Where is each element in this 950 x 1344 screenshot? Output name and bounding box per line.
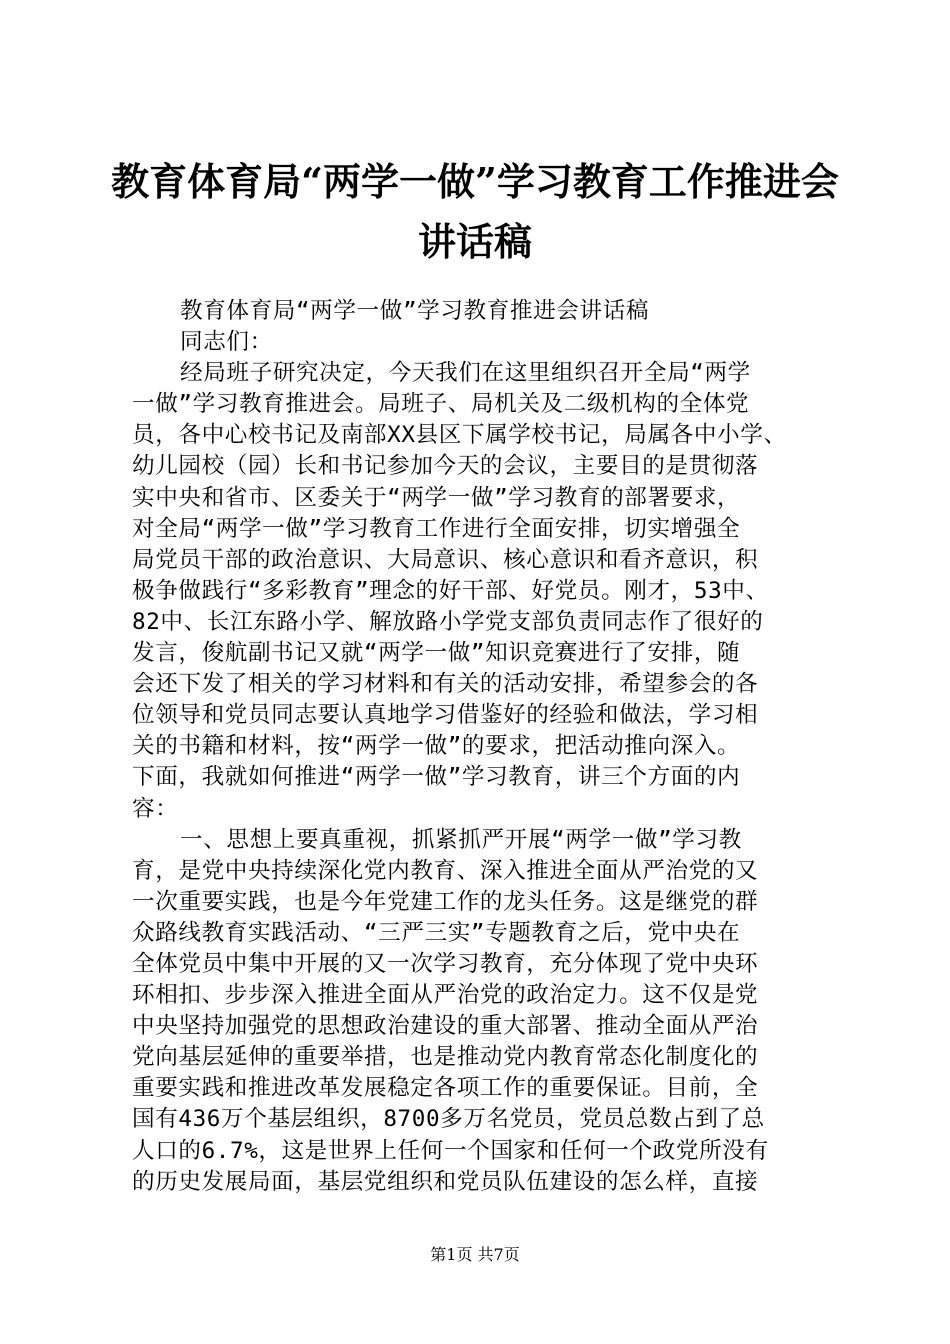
body-line: 国有436万个基层组织，8700多万名党员，党员总数占到了总 bbox=[132, 1106, 765, 1133]
body-line: 会还下发了相关的学习材料和有关的活动安排，希望参会的各 bbox=[132, 671, 759, 698]
body-line: 全体党员中集中开展的又一次学习教育，充分体现了党中央环 bbox=[132, 950, 759, 977]
body-line: 教育体育局“两学一做”学习教育推进会讲话稿 bbox=[180, 298, 650, 324]
body-line: 局党员干部的政治意识、大局意识、核心意识和看齐意识，积 bbox=[132, 546, 759, 573]
body-line: 众路线教育实践活动、“三严三实”专题教育之后，党中央在 bbox=[132, 919, 741, 946]
body-line: 中央坚持加强党的思想政治建设的重大部署、推动全面从严治 bbox=[132, 1013, 759, 1040]
document-title-line-1: 教育体育局“两学一做”学习教育工作推进会 bbox=[111, 159, 839, 204]
body-line: 幼儿园校（园）长和书记参加今天的会议，主要目的是贯彻落 bbox=[132, 453, 759, 480]
body-line: 一次重要实践，也是今年党建工作的龙头任务。这是继党的群 bbox=[132, 888, 759, 915]
body-line: 的历史发展局面，基层党组织和党员队伍建设的怎么样，直接 bbox=[132, 1168, 759, 1195]
body-line: 发言，俊航副书记又就“两学一做”知识竞赛进行了安排，随 bbox=[132, 640, 741, 667]
document-body bbox=[132, 296, 832, 1198]
body-line: 下面，我就如何推进“两学一做”学习教育，讲三个方面的内 bbox=[132, 764, 741, 791]
body-line: 育，是党中央持续深化党内教育、深入推进全面从严治党的又 bbox=[132, 857, 759, 884]
body-line: 实中央和省市、区委关于“两学一做”学习教育的部署要求， bbox=[132, 484, 741, 511]
body-line: 极争做践行“多彩教育”理念的好干部、好党员。刚才，53中、 bbox=[132, 577, 769, 604]
body-line: 员，各中心校书记及南部XX县区下属学校书记，局属各中小学、 bbox=[132, 422, 787, 449]
body-line: 关的书籍和材料，按“两学一做”的要求，把活动推向深入。 bbox=[132, 733, 741, 760]
body-line: 环相扣、步步深入推进全面从严治党的政治定力。这不仅是党 bbox=[132, 982, 759, 1009]
body-line: 人口的6.7%，这是世界上任何一个国家和任何一个政党所没有 bbox=[132, 1137, 769, 1164]
body-line: 经局班子研究决定，今天我们在这里组织召开全局“两学 bbox=[180, 360, 751, 387]
body-line: 同志们： bbox=[180, 329, 273, 356]
body-line: 82中、长江东路小学、解放路小学党支部负责同志作了很好的 bbox=[132, 608, 764, 635]
document-title-line-2: 讲话稿 bbox=[417, 219, 532, 264]
body-line: 重要实践和推进改革发展稳定各项工作的重要保证。目前，全 bbox=[132, 1075, 759, 1102]
page-footer: 第1页 共7页 bbox=[430, 1245, 520, 1264]
body-line: 一做”学习教育推进会。局班子、局机关及二级机构的全体党 bbox=[132, 391, 750, 418]
body-line: 位领导和党员同志要认真地学习借鉴好的经验和做法，学习相 bbox=[132, 702, 759, 729]
body-line: 一、思想上要真重视，抓紧抓严开展“两学一做”学习教 bbox=[180, 826, 742, 853]
body-line: 容： bbox=[132, 795, 179, 822]
body-line: 对全局“两学一做”学习教育工作进行全面安排，切实增强全 bbox=[132, 515, 741, 542]
body-line: 党向基层延伸的重要举措，也是推动党内教育常态化制度化的 bbox=[132, 1044, 759, 1071]
